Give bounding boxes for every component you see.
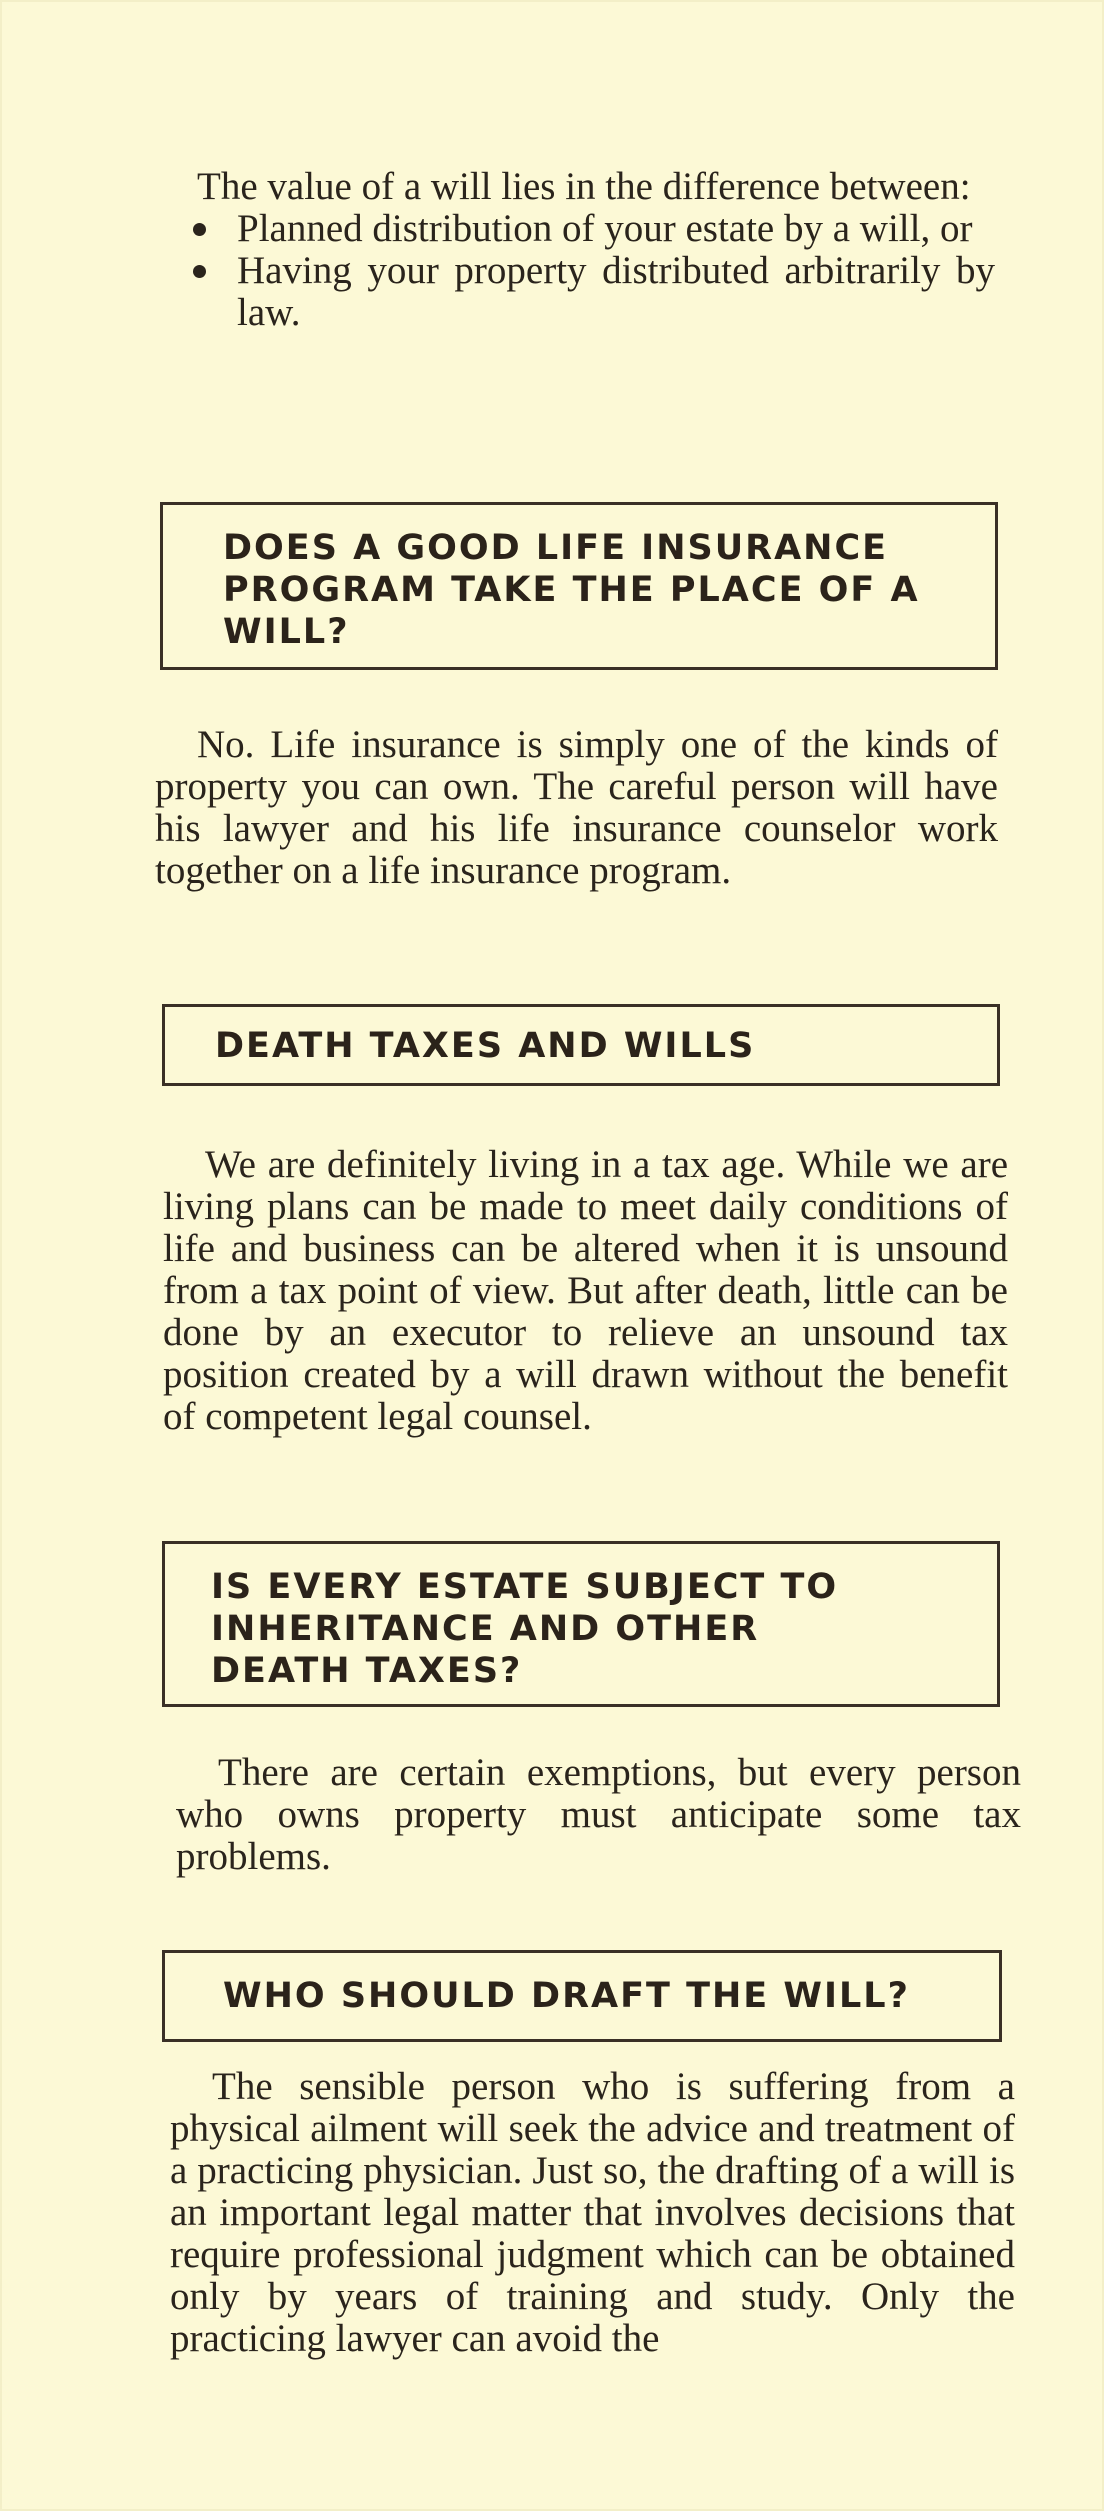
- section-heading: IS EVERY ESTATE SUBJECT TO INHERITANCE AND OTHER DEATH TAXES?: [211, 1567, 839, 1691]
- section-heading-box: [162, 1950, 1002, 2042]
- section-heading: DEATH TAXES AND WILLS: [215, 1026, 756, 1066]
- section-body: No. Life insurance is simply one of the kinds of property you can own. The careful person will have his lawyer and his life insurance counselor work together on a life insurance program.: [155, 723, 998, 892]
- intro-bullet-list: [155, 208, 995, 334]
- section-body: We are definitely living in a tax age. While we are living plans can be made to meet daily conditions of life and business can be altered when it is unsound from a tax point of view. But after death, little can be done by an executor to relieve an unsound tax position created by a will drawn without the benefit of competent legal counsel.: [163, 1143, 1008, 1438]
- section-body: The sensible person who is suffering from a physical ailment will seek the advice and treatment of a practicing physician. Just so, the drafting of a will is an important legal matter that involves decisions that require professional judgment which can be obtained only by years of training and study. Only the practicing lawyer can avoid the: [170, 2065, 1015, 2360]
- section-heading-box: [162, 1004, 1000, 1086]
- bullet-icon: [193, 223, 206, 236]
- bullet-icon: [193, 265, 206, 278]
- section-body: There are certain exemptions, but every person who owns property must anticipate some tax problems.: [176, 1751, 1021, 1878]
- list-item: [155, 250, 995, 334]
- bullet-text: Planned distribution of your estate by a will, or: [237, 207, 973, 250]
- intro-section: [155, 166, 995, 334]
- list-item: [155, 208, 995, 250]
- intro-lead: The value of a will lies in the difference between:: [197, 165, 971, 208]
- section-heading-box: [160, 502, 998, 670]
- section-heading-box: [162, 1541, 1000, 1707]
- bullet-text: Having your property distributed arbitrarily by law.: [237, 249, 995, 334]
- section-heading: WHO SHOULD DRAFT THE WILL?: [223, 1976, 910, 2016]
- section-heading: DOES A GOOD LIFE INSURANCE PROGRAM TAKE THE PLACE OF A WILL?: [223, 528, 920, 652]
